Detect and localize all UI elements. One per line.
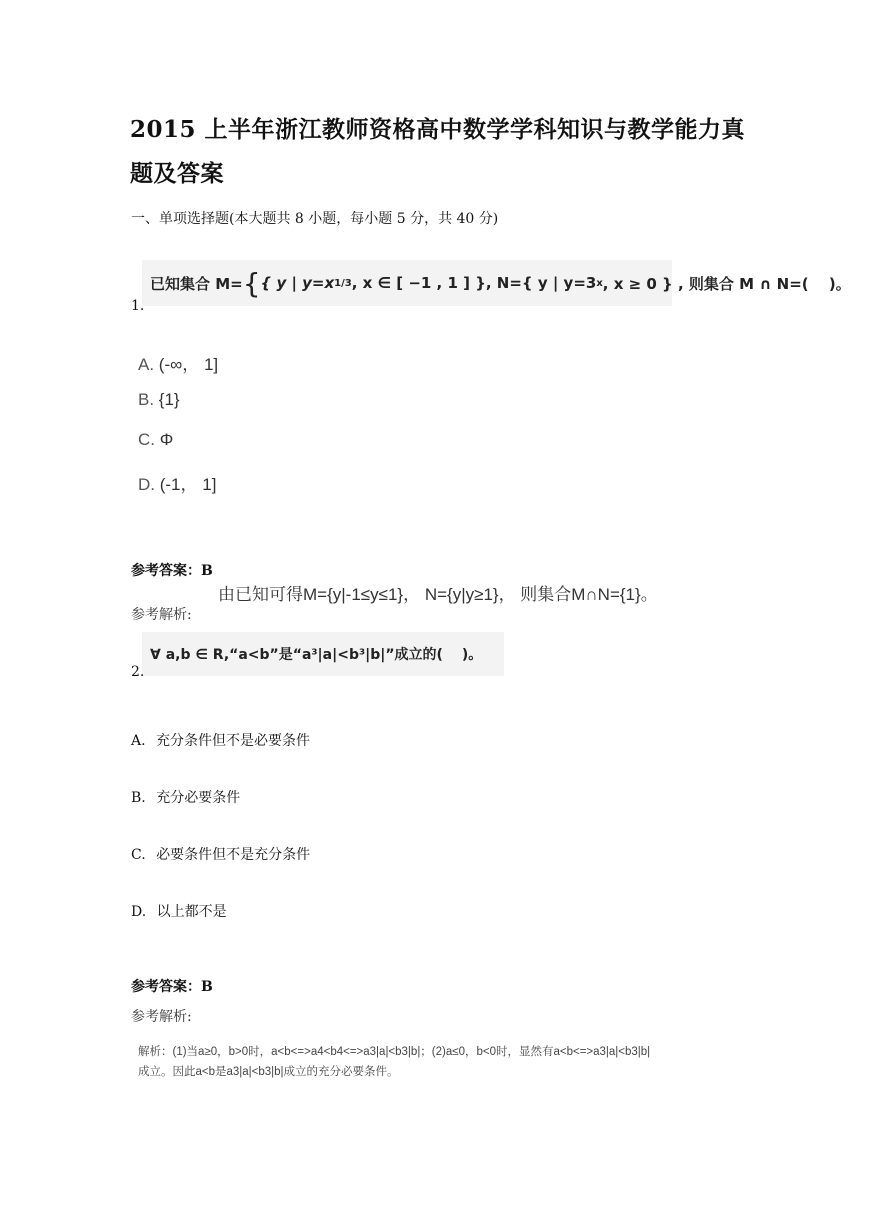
option-letter: A. xyxy=(131,733,146,749)
option-letter: C. xyxy=(131,847,146,863)
option-text: {1} xyxy=(158,390,180,409)
option-text: 以上都不是 xyxy=(156,904,227,920)
question-1-stem-image: 已知集合 M= { { y | y=x 1/3 , x ∈ [ −1 , 1 ] } , N={ y | y=3 x , x ≥ 0 } , 则集合 M ∩ N=( )。 xyxy=(142,260,672,306)
q1-stem-exponent: 1/3 xyxy=(334,277,352,289)
q1-stem-part-d: , N={ y | y=3 xyxy=(485,274,597,292)
q1-option-d[interactable] xyxy=(138,470,216,495)
question-2-number: 2. xyxy=(131,664,145,680)
option-letter: D. xyxy=(138,475,155,494)
q2-option-a[interactable] xyxy=(131,730,310,750)
q1-option-a[interactable] xyxy=(138,350,218,375)
option-text: (-∞， 1] xyxy=(158,355,219,374)
page-title xyxy=(130,108,770,196)
option-letter: A. xyxy=(138,355,155,374)
option-text: 必要条件但不是充分条件 xyxy=(156,847,311,863)
q1-explanation-label: 参考解析: xyxy=(131,607,192,623)
q1-stem-part-a: 已知集合 M= xyxy=(150,274,243,293)
option-letter: B. xyxy=(138,390,155,409)
q1-option-b[interactable] xyxy=(138,390,180,410)
section-heading: 一、单项选择题(本大题共 8 小题，每小题 5 分，共 40 分) xyxy=(131,211,499,227)
title-line-2: 题及答案 xyxy=(130,160,224,187)
option-text: 充分必要条件 xyxy=(156,790,241,806)
option-letter: C. xyxy=(138,430,155,449)
q2-option-b[interactable] xyxy=(131,787,240,807)
q1-stem-exponent-2: x xyxy=(596,277,603,289)
q2-explanation-label: 参考解析: xyxy=(131,1009,192,1025)
option-letter: D. xyxy=(131,904,147,920)
q1-stem-part-b: { y | y=x xyxy=(260,274,335,292)
q1-stem-part-c: , x ∈ [ −1 , 1 ] } xyxy=(351,274,486,292)
q2-explanation-line-2: 成立。因此a<b是a3|a|<b3|b|成立的充分必要条件。 xyxy=(138,1066,399,1078)
option-text: Φ xyxy=(159,430,174,449)
q2-option-c[interactable] xyxy=(131,844,310,864)
q1-stem-part-e: , x ≥ 0 } , 则集合 M ∩ N=( )。 xyxy=(602,274,851,293)
option-letter: B. xyxy=(131,790,146,806)
option-text: 充分条件但不是必要条件 xyxy=(156,733,311,749)
q2-option-d[interactable] xyxy=(131,901,227,921)
question-1-number: 1. xyxy=(131,298,145,314)
q2-answer: 参考答案：B xyxy=(131,979,213,995)
q1-option-c[interactable] xyxy=(138,430,173,450)
q2-explanation-image xyxy=(138,1042,748,1082)
option-text: (-1， 1] xyxy=(159,475,217,494)
q1-explanation-image: 由已知可得M={y|-1≤y≤1}， N={y|y≥1}， 则集合M∩N={1}。 xyxy=(218,585,658,604)
title-line-1: 2015 上半年浙江教师资格高中数学学科知识与教学能力真 xyxy=(130,116,746,143)
question-2-stem-image: ∀ a,b ∈ R,“a<b”是“a³|a|<b³|b|”成立的( )。 xyxy=(142,632,504,676)
q2-explanation-line-1: 解析：(1)当a≥0，b>0时，a<b<=>a4<b4<=>a3|a|<b3|b|；(2)a≤0，b<0时，显然有a<b<=>a3|a|<b3|b| xyxy=(138,1046,651,1058)
q1-answer: 参考答案：B xyxy=(131,563,213,579)
